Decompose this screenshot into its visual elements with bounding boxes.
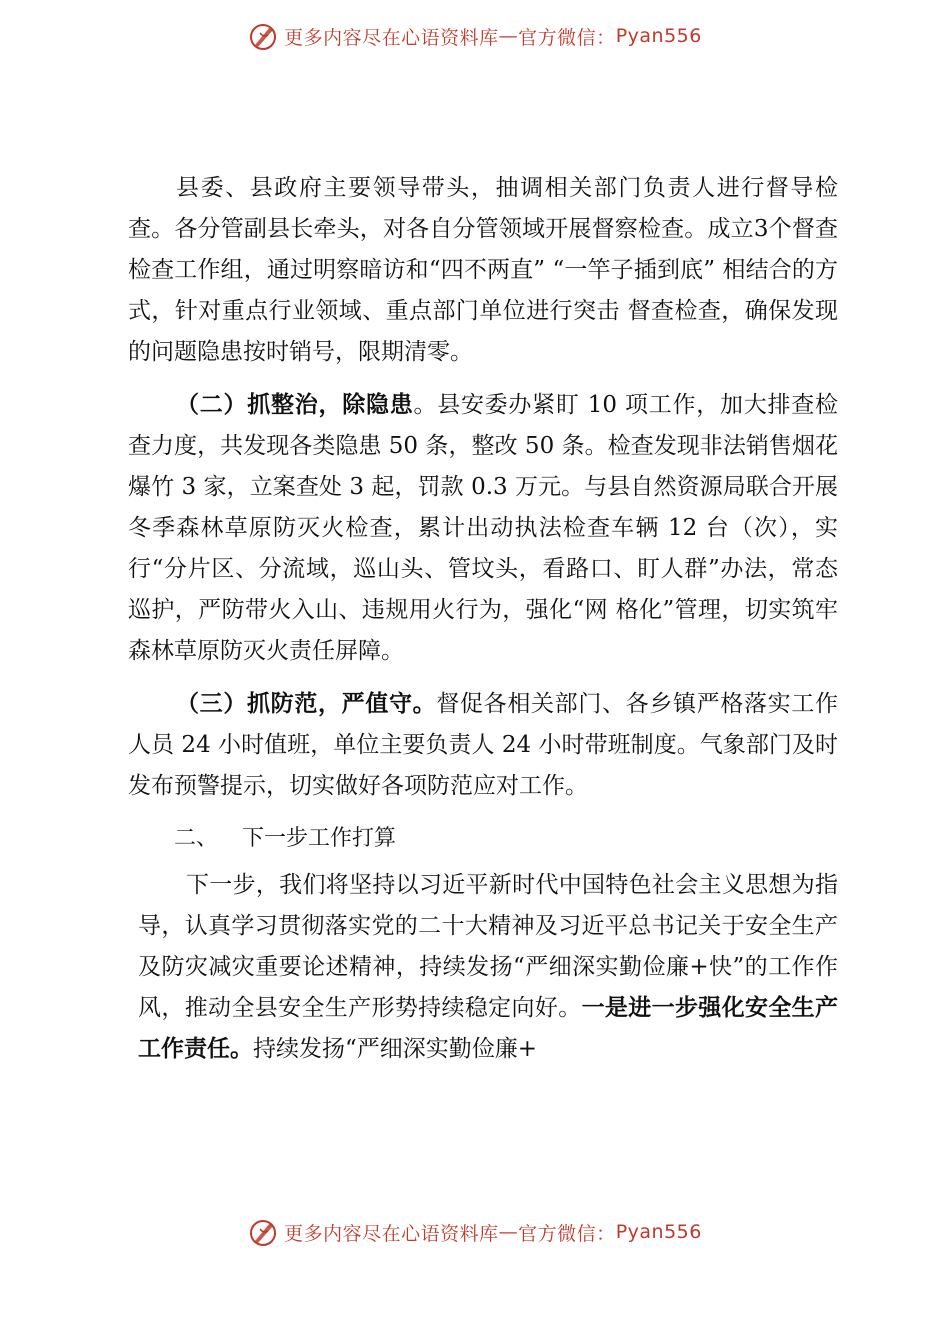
paragraph-title: （二）抓整治，除隐患 — [176, 392, 414, 418]
watermark-label: 官方微信： — [518, 26, 616, 49]
paragraph-text: 督促各相关部门、各乡镇严格落实工作人员 24 小时值班，单位主要负责人 24 小时带班制度。气象部门及时发布预警提示，切实做好各项防范应对工作。 — [128, 691, 839, 799]
paragraph-next-steps — [128, 865, 838, 1070]
paragraph-title: （三）抓防范，严值守。 — [176, 691, 437, 717]
section-heading — [128, 819, 838, 859]
document-body — [128, 168, 838, 1082]
header-watermark — [0, 16, 950, 56]
watermark-id: Pyan556 — [615, 25, 702, 47]
footer-watermark — [0, 1212, 950, 1252]
watermark-id: Pyan556 — [615, 1221, 702, 1243]
paragraph-rectification — [128, 385, 838, 672]
paragraph-prevention — [128, 684, 838, 807]
paragraph-tail: 持续发扬“严细深实勤俭廉+ — [253, 1036, 538, 1062]
watermark-separator: — — [498, 25, 519, 47]
section-number: 二、 — [174, 826, 219, 851]
watermark-label: 官方微信： — [518, 1222, 616, 1245]
quill-seal-icon — [248, 1217, 278, 1247]
paragraph-text: 下一步，我们将坚持以习近平新时代中国特色社会主义思想为指导，认真学习贯彻落实党的二十大精神及习近平总书记关于安全生产及防灾减灾重要论述精神，持续发扬“严细深实勤俭廉+快”的工作作风，推动全县安全生产形势持续稳定向好。 — [138, 872, 838, 1021]
watermark-text: 更多内容尽在心语资料库 — [284, 26, 499, 49]
paragraph-supervision — [128, 168, 838, 373]
quill-seal-icon — [248, 21, 278, 51]
paragraph-text: 县委、县政府主要领导带头，抽调相关部门负责人进行督导检查。各分管副县长牵头，对各自分管领域开展督察检查。成立3个督查检查工作组，通过明察暗访和“四不两直” “一竿子插到底” 相结合的方式，针对重点行业领域、重点部门单位进行突击 督查检查，确保发现的问题隐患按时销号，限期清零。 — [128, 175, 838, 365]
watermark-text: 更多内容尽在心语资料库 — [284, 1222, 499, 1245]
section-title: 下一步工作打算 — [242, 826, 397, 851]
watermark-separator: — — [498, 1221, 519, 1243]
paragraph-bold-lead: 一是进一步强化安全生产工作责任。 — [138, 995, 839, 1062]
paragraph-text: 。县安委办紧盯 10 项工作，加大排查检查力度，共发现各类隐患 50 条，整改 50 条。检查发现非法销售烟花爆竹 3 家，立案查处 3 起，罚款 0.3 万元。与县自然资源局联合开展冬季森林草原防灭火检查，累计出动执法检查车辆 12 台（次），实行“分片区、分流域，巡山头、管坟头，看路口、盯人群”办法，常态巡护，严防带火入山、违规用火行为，强化“网 格化”管理，切实筑牢森林草原防灭火责任屏障。 — [128, 392, 839, 664]
